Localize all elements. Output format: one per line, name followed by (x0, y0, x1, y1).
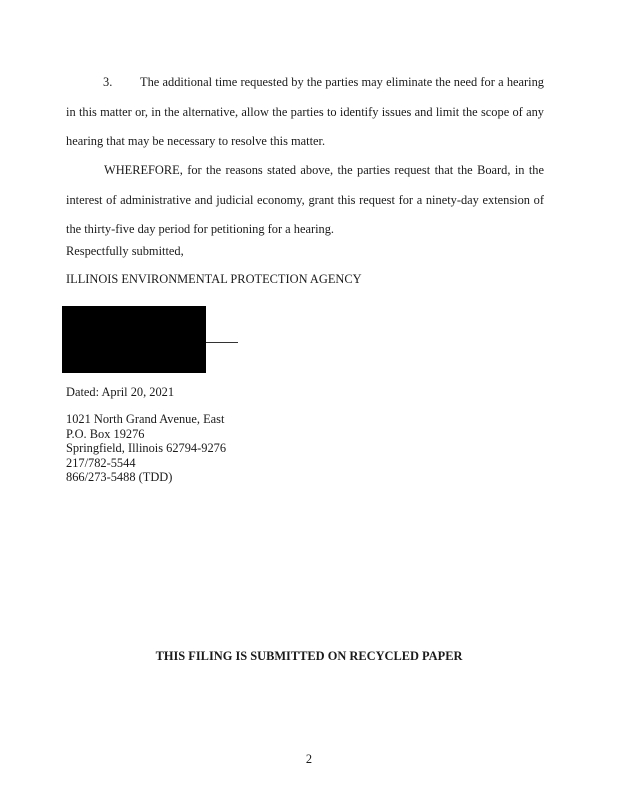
address-line: 1021 North Grand Avenue, East (66, 412, 225, 426)
address-line: 217/782-5544 (66, 455, 136, 470)
wherefore-paragraph: WHEREFORE, for the reasons stated above, the parties request that the Board, in the interest of administrative and judicial economy, grant this request for a ninety-day extension of the thirty-five day period for petitioning for a hearing. (66, 163, 544, 236)
address-line: P.O. Box 19276 (66, 426, 145, 441)
redacted-signature (62, 306, 206, 373)
paragraph-number: 3. (103, 75, 113, 89)
address-line: Springfield, Illinois 62794-9276 (66, 441, 227, 455)
address-block (66, 412, 226, 485)
paragraph-3 (66, 68, 544, 157)
signature-line (206, 342, 238, 343)
recycled-paper-note: THIS FILING IS SUBMITTED ON RECYCLED PAPER (155, 649, 463, 663)
address-line: 866/273-5488 (TDD) (66, 470, 173, 484)
closing-text: Respectfully submitted, (66, 244, 184, 258)
paragraph-3-text: The additional time requested by the parties may eliminate the need for a hearing in this matter or, in the alternative, allow the parties to identify issues and limit the scope of any hearing that may be necessary to resolve this matter. (66, 75, 544, 148)
page-number: 2 (305, 752, 313, 766)
date-line: Dated: April 20, 2021 (66, 385, 175, 399)
agency-name: ILLINOIS ENVIRONMENTAL PROTECTION AGENCY (66, 272, 362, 286)
